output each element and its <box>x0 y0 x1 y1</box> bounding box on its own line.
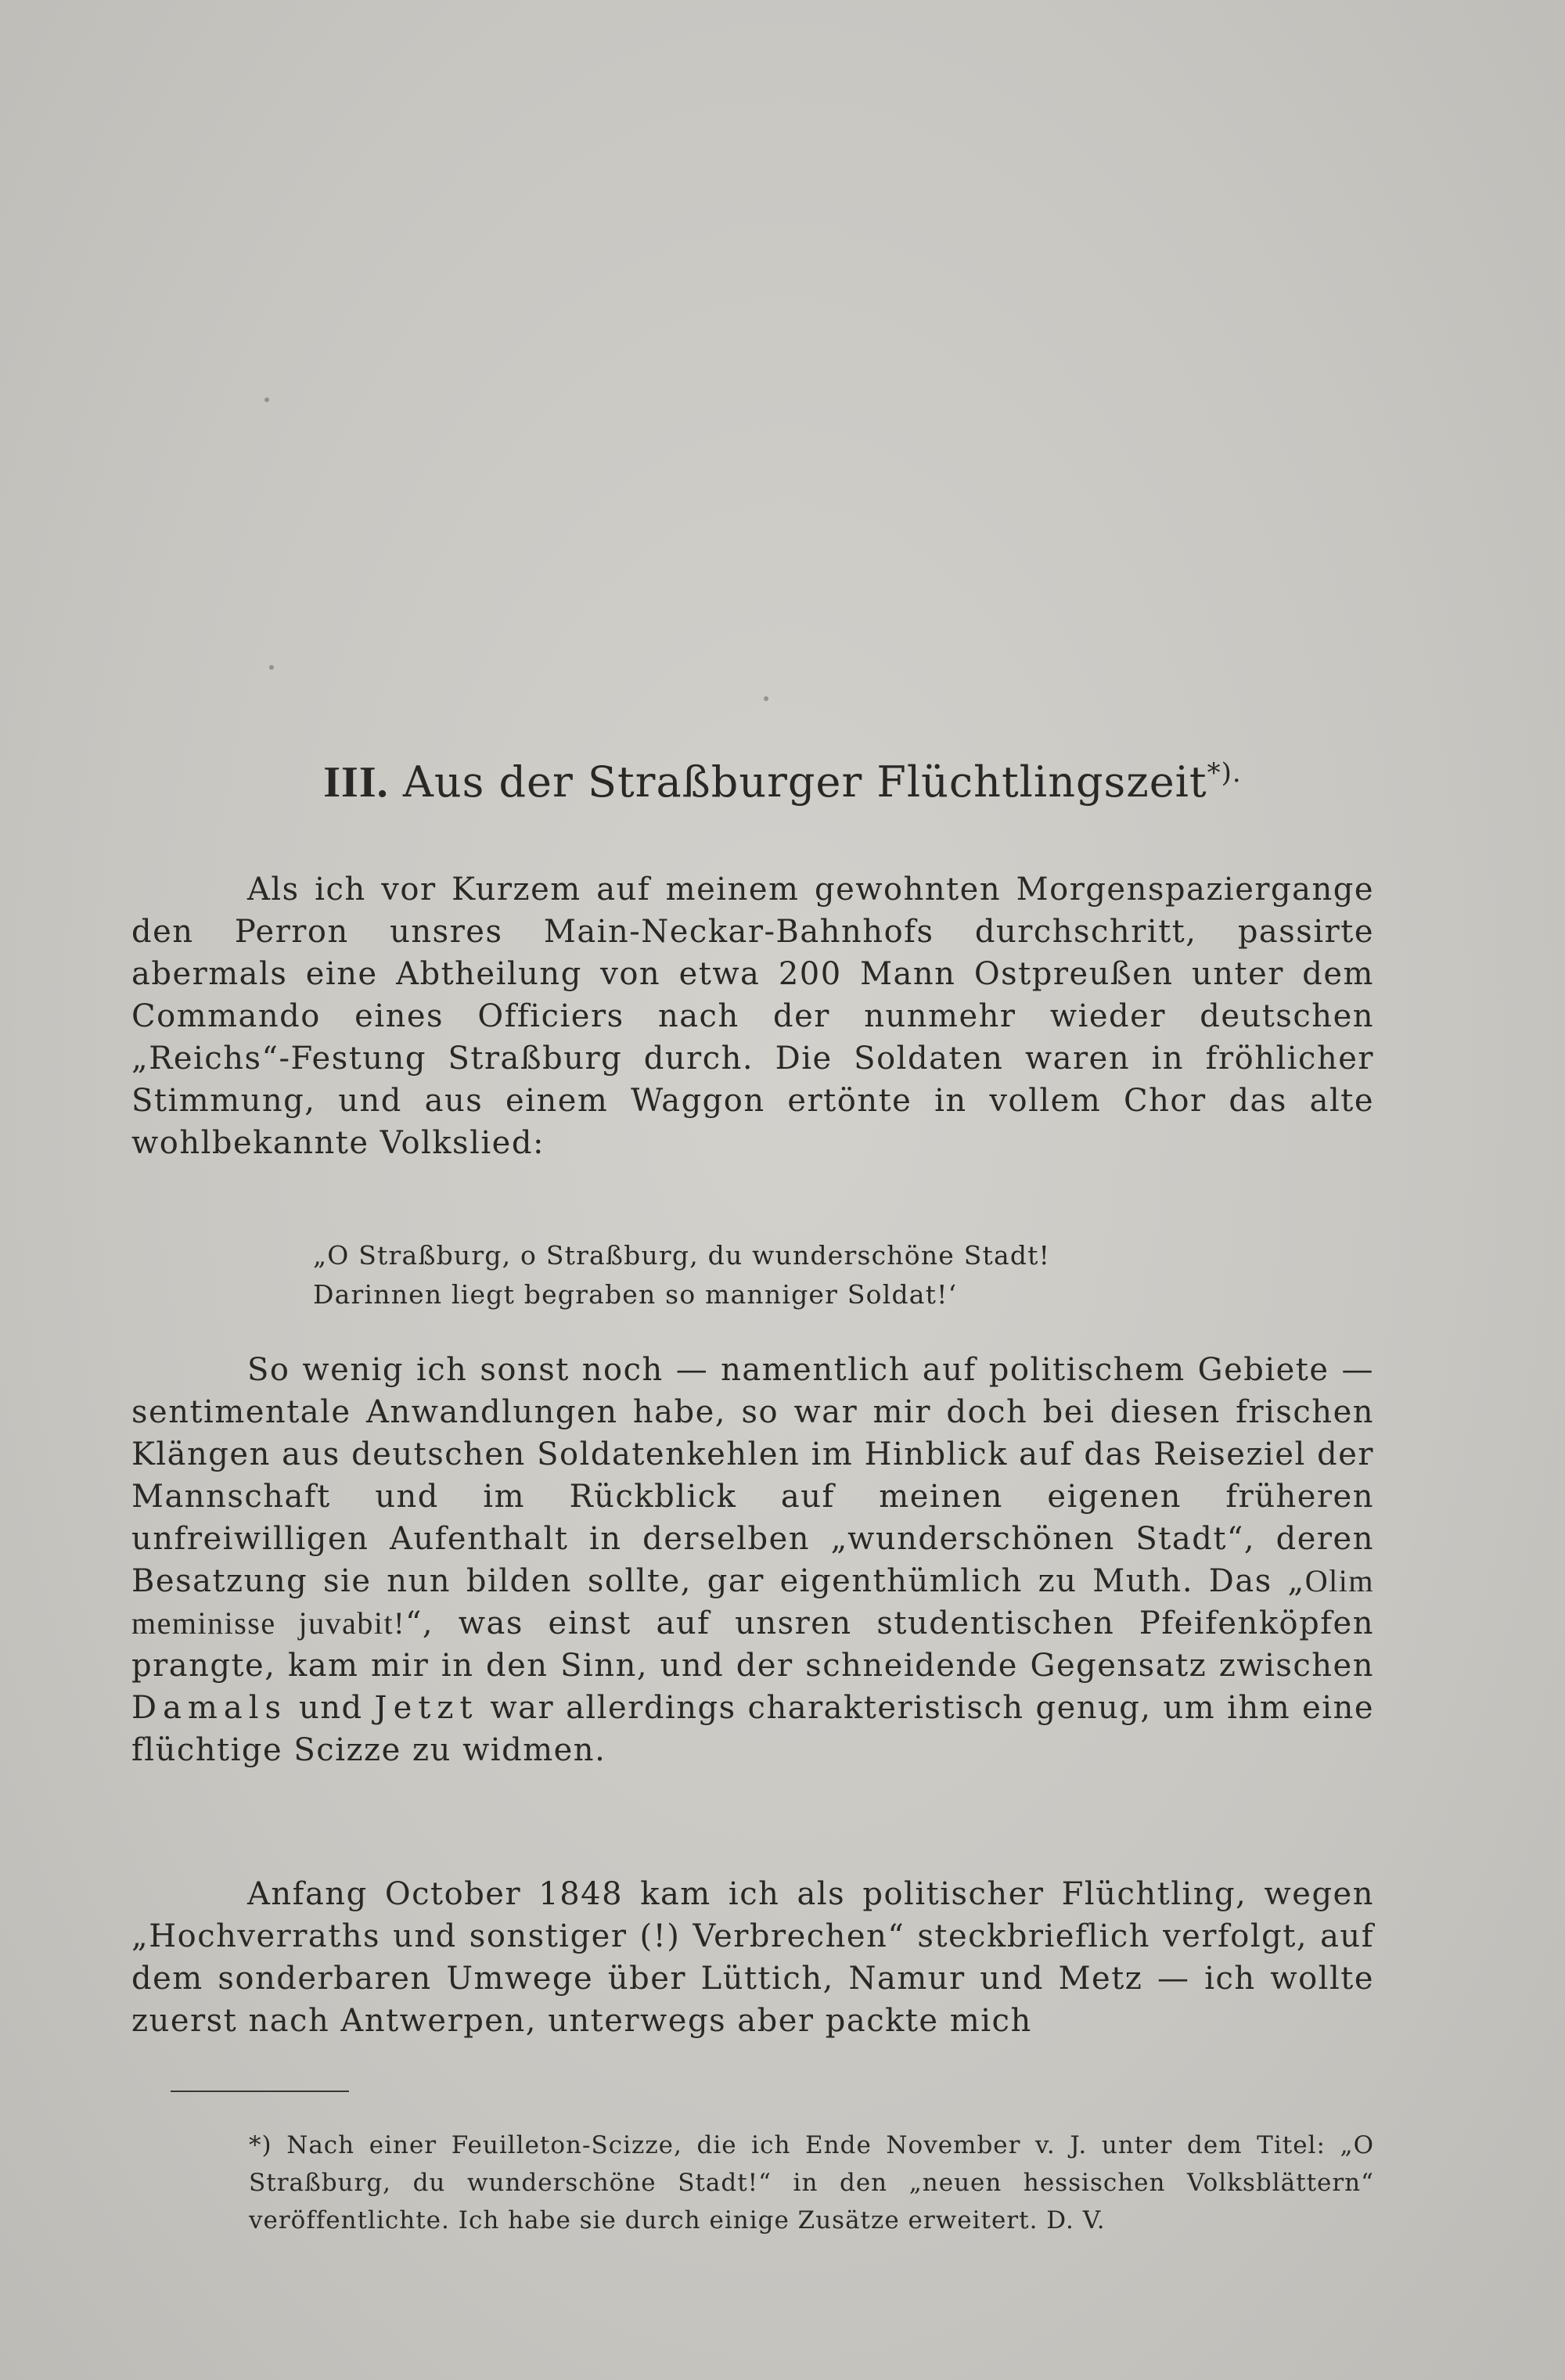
song-line-1: „O Straßburg, o Straßburg, du wunderschöne Stadt! <box>313 1240 1051 1271</box>
emphasis-damals: Damals <box>131 1690 288 1726</box>
footnote <box>131 2127 1374 2239</box>
song-line-2: Darinnen liegt begraben so manniger Soldat!‘ <box>313 1279 958 1310</box>
song-quote <box>313 1236 1050 1314</box>
emphasis-jetzt: Jetzt <box>374 1690 479 1726</box>
paragraph-1 <box>131 868 1374 1164</box>
chapter-title: Aus der Straßburger Flüchtlingszeit <box>402 757 1207 807</box>
paragraph-2 <box>131 1349 1374 1771</box>
paragraph-3 <box>131 1873 1374 2042</box>
paper-speck <box>764 696 768 701</box>
footnote-marker: *). <box>1207 757 1242 789</box>
paragraph-1-text: Als ich vor Kurzem auf meinem gewohnten Morgenspaziergange den Perron unsres Main-Neckar-Bahnhofs durchschritt, passirte abermals eine Abtheilung von etwa 200 Mann Ostpreußen unter dem Commando eines Officiers nach der nunmehr wieder deutschen „Reichs“-Festung Straßburg durch. Die Soldaten waren in fröhlicher Stimmung, und aus einem Waggon ertönte in vollem Chor das alte wohlbekannte Volkslied: <box>131 872 1374 1161</box>
latin-quote: Olim meminisse juvabit! <box>131 1563 1374 1641</box>
chapter-number: III. <box>323 758 389 807</box>
footnote-divider <box>171 2091 349 2092</box>
paper-speck <box>264 397 269 402</box>
paragraph-3-text: Anfang October 1848 kam ich als politischer Flüchtling, wegen „Hochverraths und sonstiger (!) Verbrechen“ steckbrieflich verfolgt, auf dem sonderbaren Umwege über Lüttich, Namur und Metz — ich wollte zuerst nach Antwerpen, unterwegs aber packte mich <box>131 1876 1374 2039</box>
paper-speck <box>269 665 274 670</box>
footnote-text: *) Nach einer Feuilleton-Scizze, die ich Ende November v. J. unter dem Titel: „O Straßburg, du wunderschöne Stadt!“ in den „neuen hessischen Volksblättern“ veröffentlichte. Ich habe sie durch einige Zusätze erweitert. D. V. <box>249 2131 1374 2234</box>
paragraph-2-text: So wenig ich sonst noch — namentlich auf politischem Gebiete — sentimentale Anwandlungen habe, so war mir doch bei diesen frischen Klängen aus deutschen Soldatenkehlen im Hinblick auf das Reiseziel der Mannschaft und im Rückblick auf meinen eigenen früheren unfreiwilligen Aufenthalt in derselben „wunderschönen Stadt“, deren Besatzung sie nun bilden sollte, gar eigenthümlich zu Muth. Das „Olim meminisse juvabit!“, was einst auf unsren studentischen Pfeifenköpfen prangte, kam mir in den Sinn, und der schneidende Gegensatz zwischen Damals und Jetzt war allerdings charakteristisch genug, um ihm eine flüchtige Scizze zu widmen. <box>131 1352 1375 1768</box>
chapter-heading <box>0 757 1565 807</box>
